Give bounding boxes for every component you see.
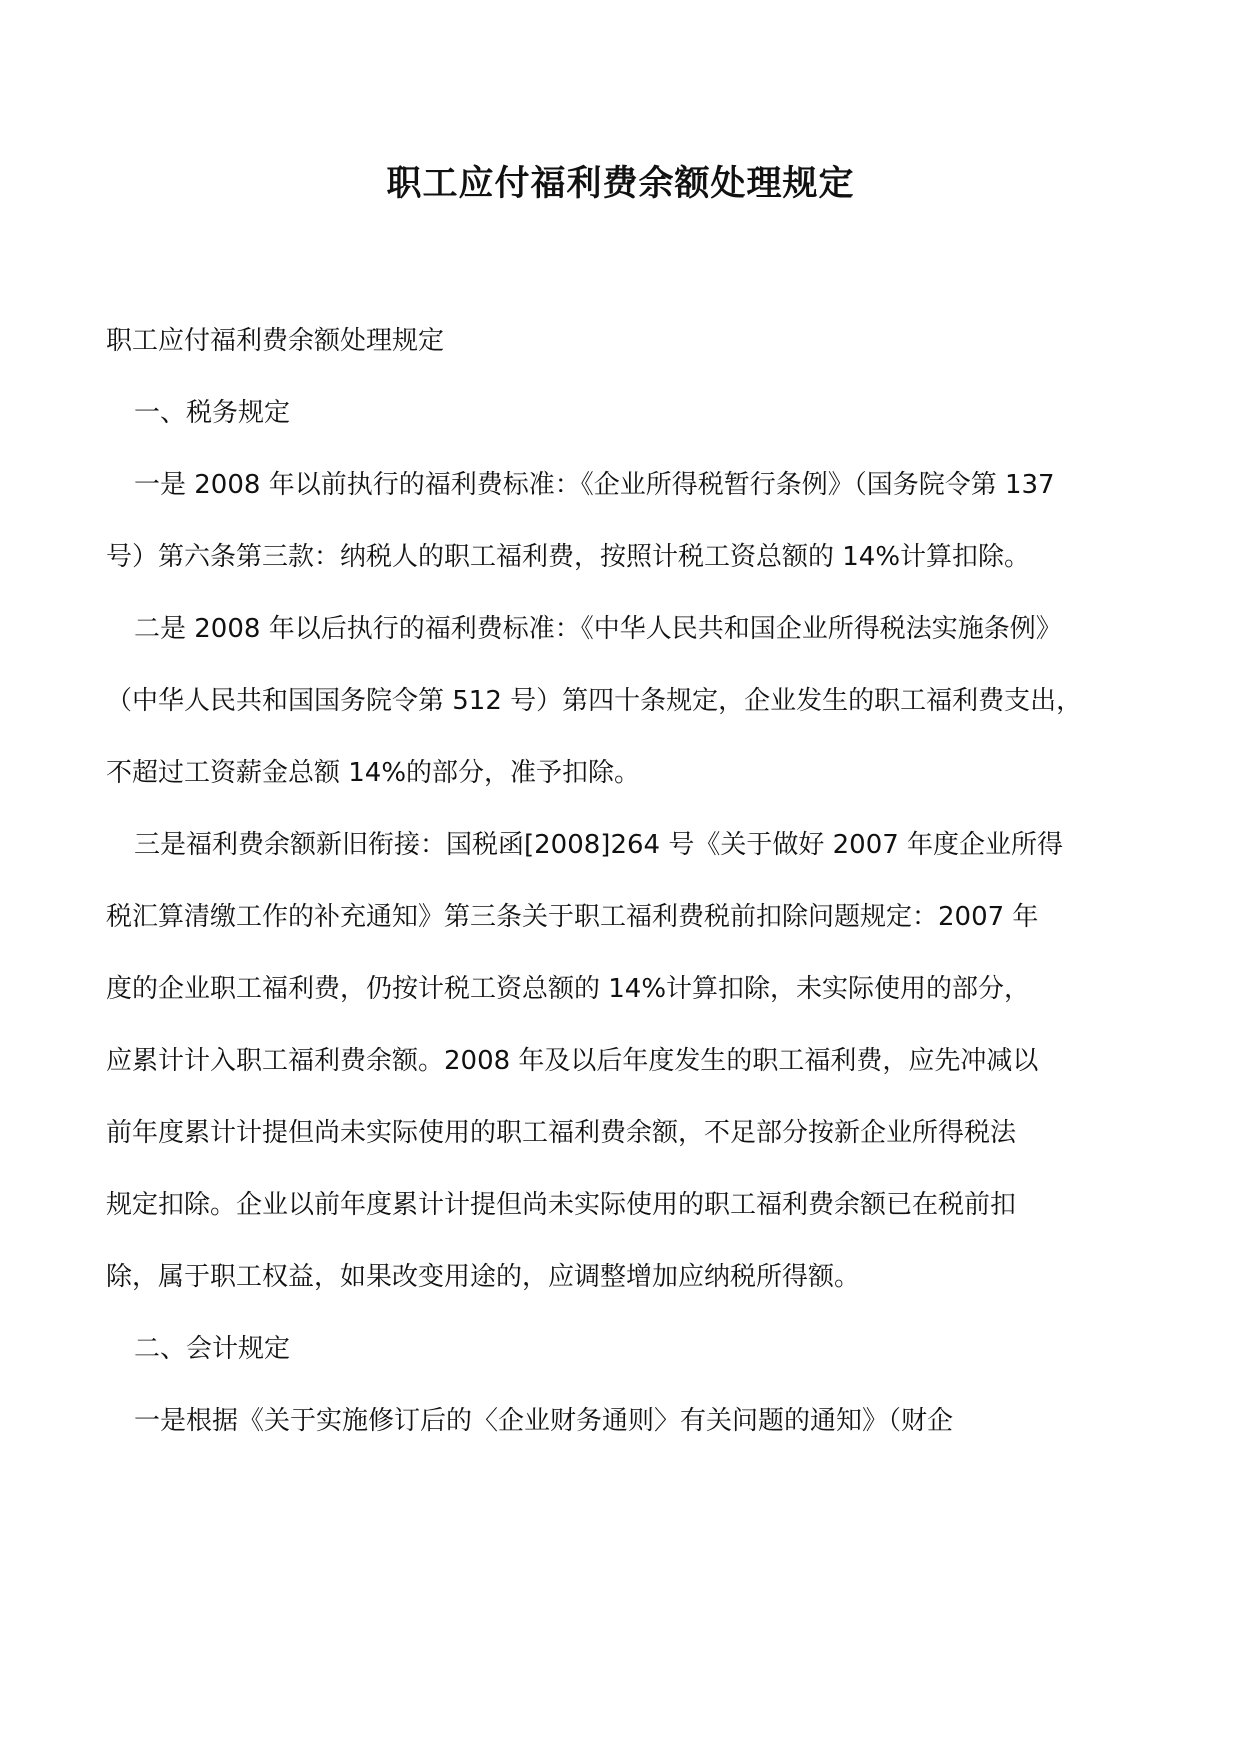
- document-title: 职工应付福利费余额处理规定: [386, 163, 855, 204]
- section-heading-tax: [106, 377, 1136, 449]
- text-line: 三是福利费余额新旧衔接：国税函[2008]264 号《关于做好 2007 年度企业所得: [134, 830, 1064, 860]
- text-line: 度的企业职工福利费，仍按计税工资总额的 14%计算扣除，未实际使用的部分，: [106, 974, 1031, 1004]
- paragraph-tax-2: [106, 593, 1136, 809]
- text-line: 二、会计规定: [134, 1334, 291, 1364]
- text-line: 前年度累计计提但尚未实际使用的职工福利费余额，不足部分按新企业所得税法: [106, 1118, 1017, 1148]
- text-line: （中华人民共和国国务院令第 512 号）第四十条规定，企业发生的职工福利费支出，: [106, 686, 1083, 716]
- text-line: 不超过工资薪金总额 14%的部分，准予扣除。: [106, 758, 641, 788]
- text-line: 一、税务规定: [134, 398, 291, 428]
- text-line: 二是 2008 年以后执行的福利费标准：《中华人民共和国企业所得税法实施条例》: [134, 614, 1062, 644]
- paragraph-tax-3: [106, 809, 1136, 1313]
- text-line: 规定扣除。企业以前年度累计计提但尚未实际使用的职工福利费余额已在税前扣: [106, 1190, 1017, 1220]
- text-line: 职工应付福利费余额处理规定: [106, 326, 445, 356]
- section-heading-accounting: [106, 1313, 1136, 1385]
- text-line: 税汇算清缴工作的补充通知》第三条关于职工福利费税前扣除问题规定：2007 年: [106, 902, 1039, 932]
- text-line: 一是根据《关于实施修订后的〈企业财务通则〉有关问题的通知》（财企: [134, 1406, 954, 1436]
- text-line: 应累计计入职工福利费余额。2008 年及以后年度发生的职工福利费，应先冲减以: [106, 1046, 1039, 1076]
- text-line: 除，属于职工权益，如果改变用途的，应调整增加应纳税所得额。: [106, 1262, 861, 1292]
- paragraph-accounting-1: [106, 1385, 1136, 1457]
- paragraph-subtitle: [106, 305, 1136, 377]
- text-line: 号）第六条第三款：纳税人的职工福利费，按照计税工资总额的 14%计算扣除。: [106, 542, 1031, 572]
- paragraph-tax-1: [106, 449, 1136, 593]
- text-line: 一是 2008 年以前执行的福利费标准：《企业所得税暂行条例》（国务院令第 137: [134, 470, 1055, 500]
